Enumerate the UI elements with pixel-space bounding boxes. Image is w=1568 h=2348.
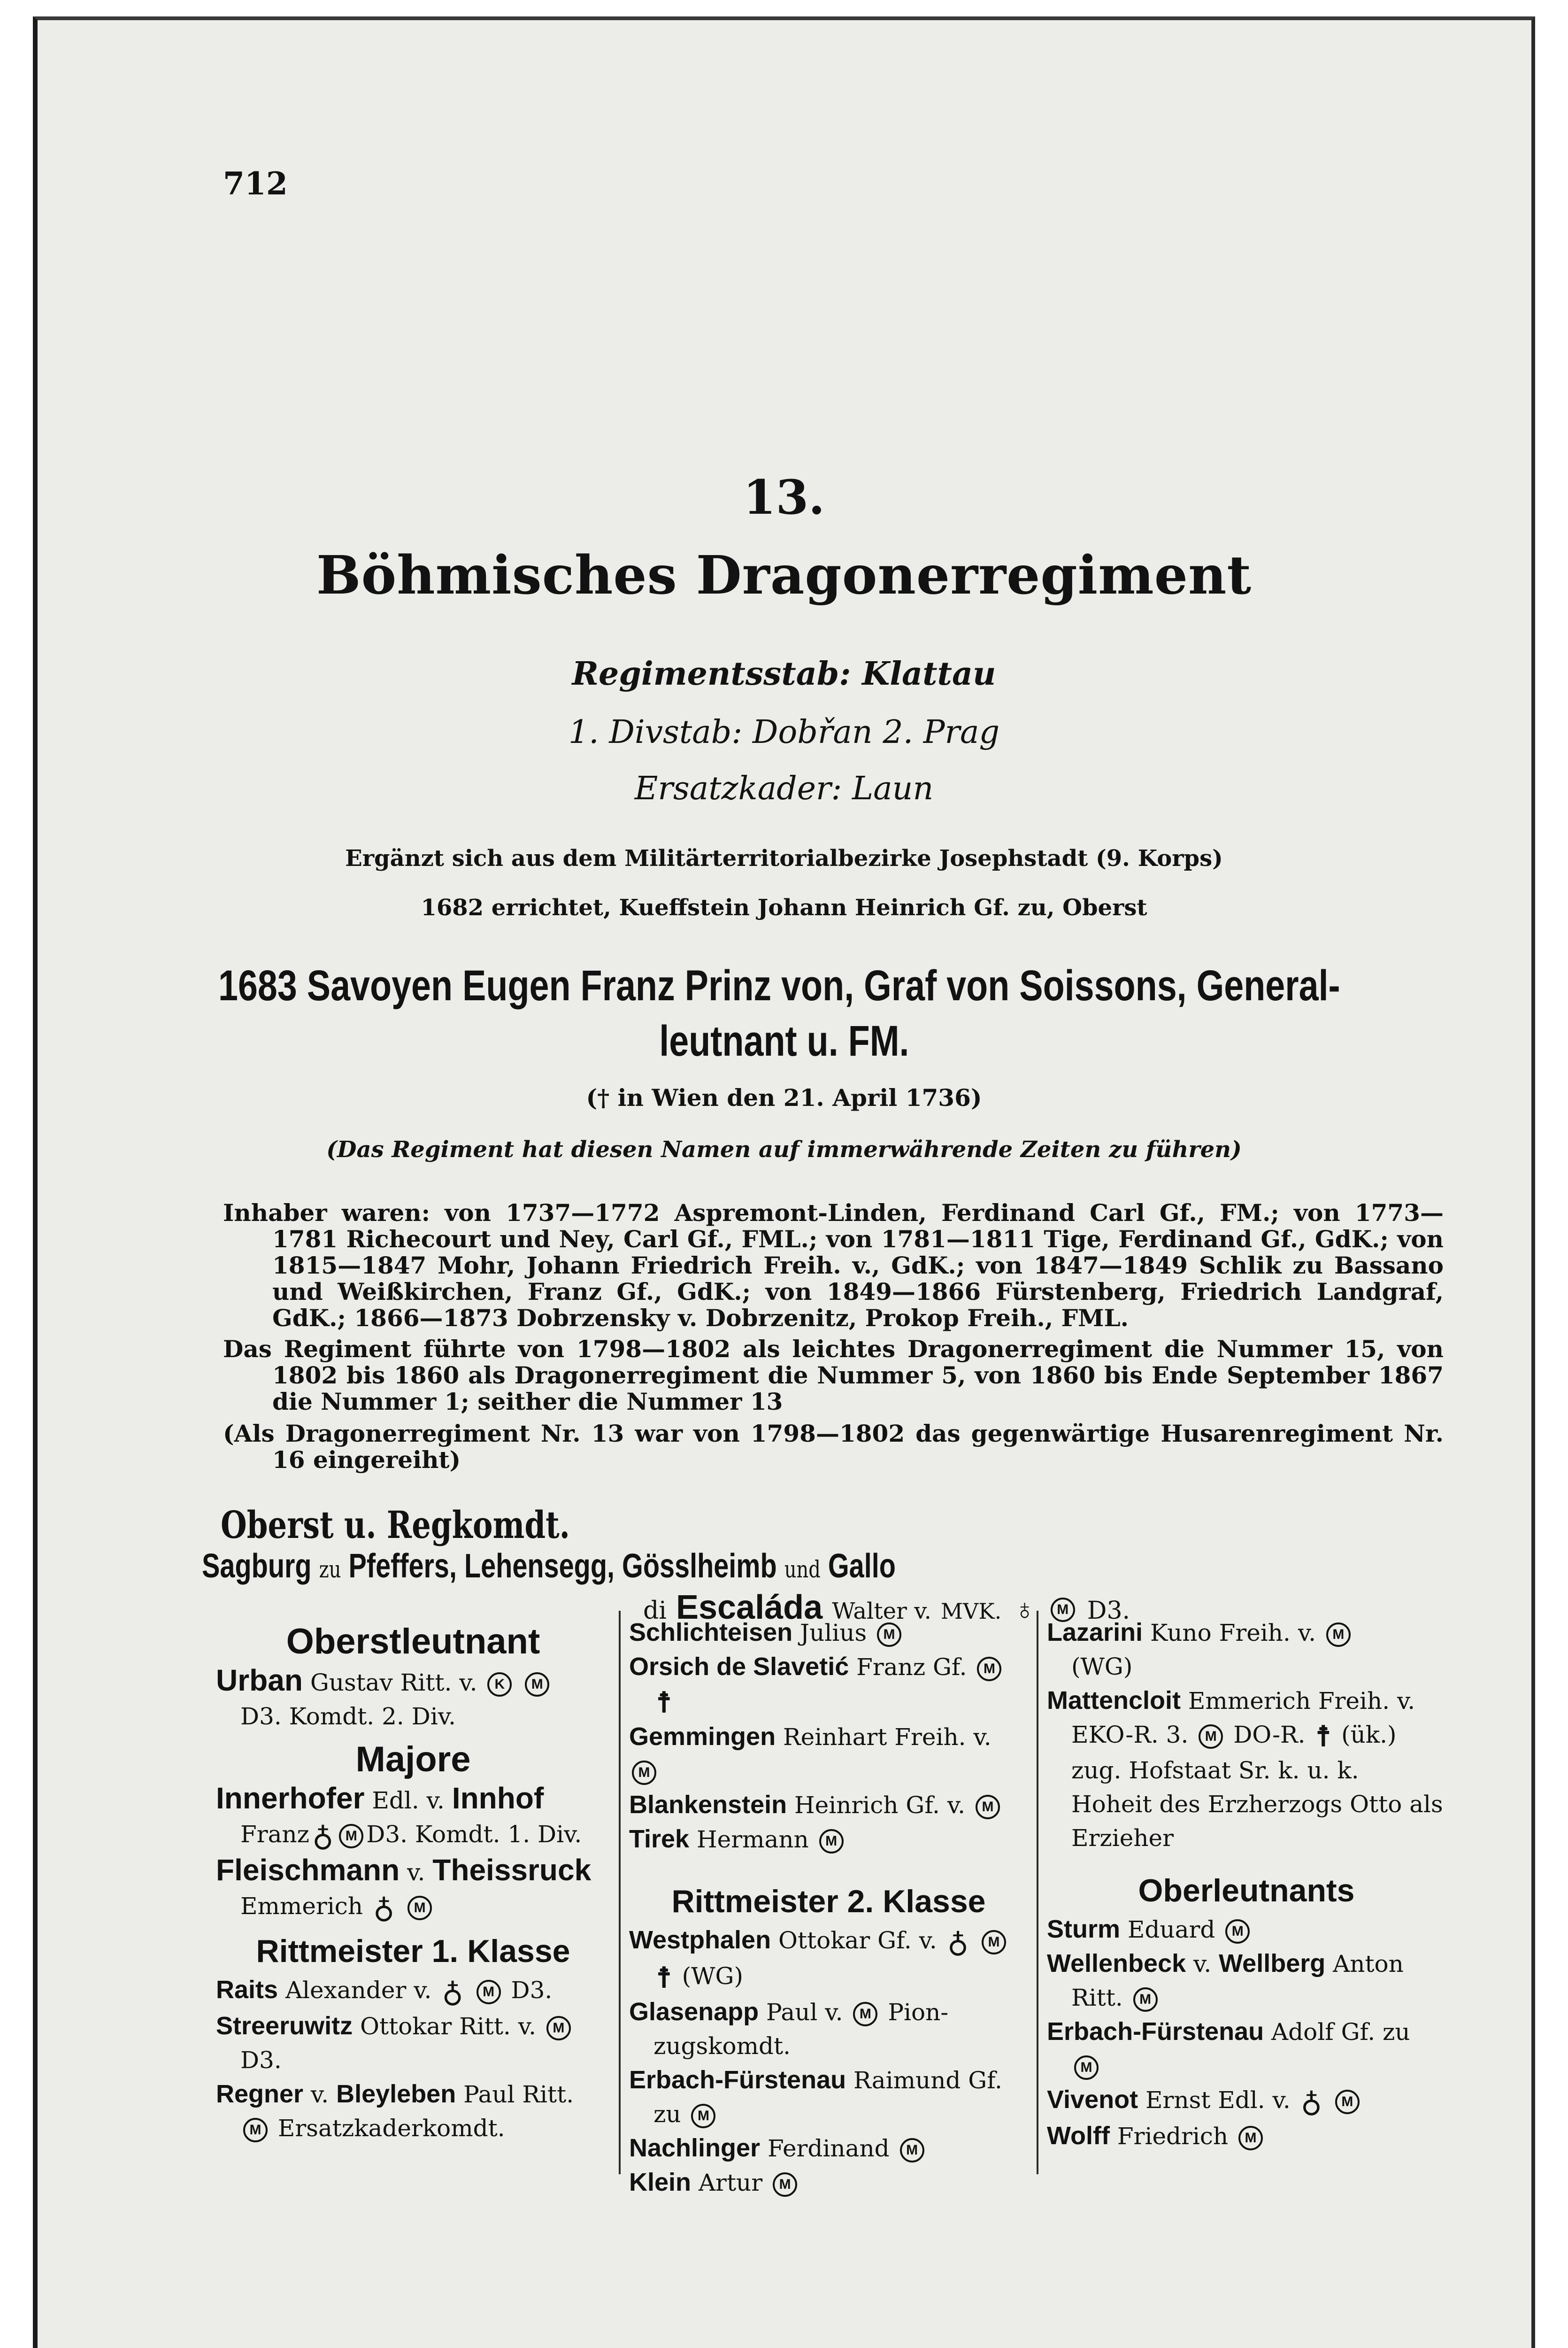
name: Lazarini [1047, 1618, 1143, 1646]
entry-wellenbeck [1047, 1946, 1446, 2015]
name-2: Theissruck [432, 1853, 592, 1887]
detail-line-2: D3. [240, 2047, 282, 2074]
m-badge-icon: M [525, 1672, 549, 1697]
name: Gemmingen [629, 1722, 776, 1751]
entry-innerhofer [216, 1781, 610, 1853]
entry-klein [629, 2165, 1028, 2200]
detail-line-2 [1047, 1718, 1446, 1753]
detail-uek: (ük.) [1341, 1721, 1397, 1748]
medal-icon: ♁ [1300, 2085, 1322, 2119]
commander-name-b: Pfeffers, Lehensegg, Gösslheimb [348, 1547, 777, 1585]
commander-line-1 [202, 1547, 896, 1585]
column-3 [1047, 1615, 1446, 2153]
detail-wg: (WG) [682, 1962, 743, 1990]
detail-line-3: zug. Hofstaat Sr. k. u. k. Hoheit des Erzherzogs Otto als Erzieher [1071, 1757, 1443, 1852]
name: Fleischmann [216, 1853, 400, 1887]
entry-schlichteisen [629, 1615, 1028, 1650]
inhaber-heading [218, 958, 1443, 1069]
name: Schlichteisen [629, 1618, 793, 1646]
commander-name-d: Escaláda [676, 1589, 823, 1626]
history-husaren [223, 1421, 1444, 1473]
m-badge-icon: M [1133, 1987, 1158, 2012]
history-inhaber [223, 1200, 1444, 1331]
medal-icon: ♁ [1014, 1593, 1036, 1626]
detail: Ottokar Gf. v. [778, 1927, 937, 1954]
detail-2: Paul Ritt. [463, 2081, 574, 2108]
detail-line-2 [216, 2111, 610, 2145]
m-badge-icon: M [773, 2172, 797, 2197]
detail-line-2 [216, 1817, 610, 1853]
m-badge-icon: M [407, 1896, 432, 1920]
name: Nachlinger [629, 2134, 761, 2162]
medal-icon: ♁ [442, 1975, 463, 2009]
entry-orsich [629, 1650, 1028, 1720]
entry-tirek [629, 1822, 1028, 1856]
name: Wellenbeck [1047, 1949, 1186, 1977]
name-2: Wellberg [1219, 1949, 1326, 1977]
name-2: Bleyleben [336, 2080, 456, 2108]
detail-line-2 [1047, 1981, 1446, 2015]
detail: Kuno Freih. v. [1150, 1619, 1316, 1646]
medal-icon: ♁ [947, 1925, 969, 1959]
name-note: (Das Regiment hat diesen Namen auf immerwährende Zeiten zu führen) [326, 1136, 1242, 1163]
detail-do: DO-R. [1233, 1721, 1306, 1748]
name: Erbach-Fürstenau [1047, 2017, 1264, 2046]
detail: v. [310, 2081, 329, 2108]
detail: v. [407, 1859, 425, 1886]
commander-und: und [784, 1556, 821, 1583]
m-badge-icon: M [1051, 1598, 1075, 1622]
name: Innerhofer [216, 1781, 365, 1815]
m-badge-icon: M [546, 2016, 571, 2040]
entry-wolff [1047, 2119, 1446, 2153]
detail-d3: D3. [511, 1977, 553, 2004]
commander-label: Oberst u. Regkomdt. [221, 1503, 570, 1547]
ergaenzung-line: Ergänzt sich aus dem Militärterritorialbezirke Josephstadt (9. Korps) [345, 845, 1223, 872]
inhaber-line-2: leutnant u. FM. [659, 1017, 909, 1065]
detail: Reinhart Freih. v. [783, 1723, 992, 1751]
detail-eko: EKO-R. 3. [1071, 1721, 1189, 1748]
m-badge-icon: M [1074, 2055, 1099, 2080]
m-badge-icon: M [976, 1795, 1000, 1819]
m-badge-icon: M [900, 2138, 924, 2163]
name: Tirek [629, 1825, 690, 1853]
detail-ritt: Ritt. [1071, 1984, 1123, 2011]
name: Urban [216, 1663, 303, 1697]
detail-first-name: Emmerich [240, 1892, 363, 1920]
name: Orsich de Slavetić [629, 1653, 849, 1681]
detail-line-2 [1047, 2049, 1446, 2083]
commander-zu: zu [319, 1556, 341, 1583]
medal-icon: ♁ [312, 1819, 334, 1853]
detail-rank: D3. Komdt. 1. Div. [366, 1821, 582, 1848]
detail: Julius [800, 1619, 867, 1646]
heading-majore: Majore [355, 1739, 471, 1779]
detail-zu: zu [653, 2101, 681, 2128]
heading-rittmeister-2: Rittmeister 2. Klasse [671, 1884, 986, 1919]
inhaber-line-1: 1683 Savoyen Eugen Franz Prinz von, Graf von Soissons, General- [218, 962, 1340, 1010]
entry-mattencloit [1047, 1684, 1446, 1855]
detail-role: Ersatzkaderkomdt. [277, 2115, 505, 2142]
detail: Paul v. [766, 1999, 843, 2026]
entry-sturm [1047, 1912, 1446, 1946]
detail: Ferdinand [767, 2135, 890, 2162]
detail-line-2 [629, 2097, 1028, 2131]
m-badge-icon: M [877, 1622, 901, 1647]
detail-line-2: D3. Komdt. 2. Div. [240, 1703, 456, 1730]
commander-name-a: Sagburg [202, 1547, 312, 1585]
m-badge-icon: M [977, 1657, 1001, 1681]
m-badge-icon: M [1225, 1919, 1250, 1944]
history-inhaber-text: Inhaber waren: von 1737—1772 Aspremont-Linden, Ferdinand Carl Gf., FM.; von 1773—1781 Richecourt und Ney, Carl Gf., FML.; von 1781—1811 Tige, Ferdinand Gf., GdK.; von 1815—1847 Mohr, Johann Friedrich Freih. v., GdK.; von 1847—1849 Schlik zu Bassano und Weißkirchen, Franz Gf., GdK.; von 1849—1866 Fürstenberg, Friedrich Landgraf, GdK.; 1866—1873 Dobrzensky v. Dobrzenitz, Prokop Freih., FML. [223, 1199, 1444, 1332]
regiment-title: Böhmisches Dragonerregiment [316, 545, 1252, 606]
name: Sturm [1047, 1915, 1121, 1943]
heading-rittmeister-1: Rittmeister 1. Klasse [256, 1933, 570, 1969]
m-badge-icon: M [1199, 1724, 1223, 1749]
m-badge-icon: M [982, 1930, 1006, 1954]
death-note: († in Wien den 21. April 1736) [586, 1084, 982, 1112]
detail: v. [1193, 1950, 1212, 1977]
detail-2: Pion- [888, 1999, 949, 2026]
history-husaren-text: (Als Dragonerregiment Nr. 13 war von 1798—1802 das gegenwärtige Husarenregiment Nr. 16 eingereiht) [223, 1420, 1444, 1474]
name-2: Innhof [452, 1781, 544, 1815]
detail: Heinrich Gf. v. [794, 1792, 966, 1819]
detail: Adolf Gf. zu [1271, 2018, 1410, 2046]
detail: Ernst Edl. v. [1145, 2086, 1291, 2114]
entry-regner [216, 2077, 610, 2145]
m-badge-icon: M [819, 1829, 844, 1854]
k-badge-icon: K [487, 1672, 512, 1697]
detail: Alexander v. [285, 1977, 432, 2004]
cross-icon: ☨ [656, 1962, 672, 1994]
detail-line-2: (WG) [1071, 1653, 1133, 1680]
commander-given: Walter v. [832, 1598, 931, 1624]
name: Vivenot [1047, 2085, 1138, 2114]
detail: Hermann [697, 1826, 809, 1853]
detail-first-name: Franz [240, 1821, 309, 1848]
name: Streeruwitz [216, 2012, 353, 2040]
commander-entry [202, 1503, 1469, 1627]
detail-line-2 [629, 1959, 1028, 1995]
column-1 [216, 1615, 610, 2145]
regiment-number: 13. [743, 470, 825, 525]
name: Westphalen [629, 1926, 771, 1954]
entry-gemmingen [629, 1720, 1028, 1788]
entry-blankenstein [629, 1788, 1028, 1822]
detail: Artur [698, 2169, 763, 2196]
entry-glasenapp [629, 1995, 1028, 2063]
entry-streeruwitz [216, 2009, 610, 2077]
detail: Ottokar Ritt. v. [360, 2013, 536, 2040]
detail-2: Anton [1333, 1950, 1404, 1977]
detail: Emmerich Freih. v. [1188, 1687, 1415, 1715]
name: Mattencloit [1047, 1686, 1181, 1715]
m-badge-icon: M [1335, 2090, 1360, 2114]
heading-oberstleutnant: Oberstleutnant [286, 1622, 540, 1661]
detail: Friedrich [1117, 2123, 1229, 2150]
m-badge-icon: M [1326, 1622, 1351, 1647]
regimentsstab-line: Regimentsstab: Klattau [572, 655, 996, 693]
cross-icon: ☨ [1315, 1720, 1331, 1753]
detail: Eduard [1127, 1916, 1215, 1943]
commander-name-c: Gallo [828, 1547, 896, 1585]
detail-line-2 [629, 1684, 1028, 1720]
column-2 [629, 1615, 1028, 2200]
commander-d3: D3. [1087, 1597, 1130, 1625]
name: Blankenstein [629, 1791, 787, 1819]
entry-fleischmann [216, 1853, 610, 1925]
commander-di: di [643, 1597, 667, 1625]
detail: Raimund Gf. [853, 2067, 1002, 2094]
page-number: 712 [223, 165, 288, 202]
m-badge-icon: M [853, 2002, 877, 2026]
entry-erbach-raimund [629, 2063, 1028, 2131]
name: Regner [216, 2080, 304, 2108]
entry-urban [216, 1663, 610, 1733]
m-badge-icon: M [339, 1824, 363, 1848]
entry-erbach-adolf [1047, 2015, 1446, 2083]
entry-raits [216, 1973, 610, 2009]
m-badge-icon: M [632, 1761, 656, 1785]
column-divider-2 [1037, 1611, 1038, 2174]
entry-westphalen [629, 1923, 1028, 1995]
errichtung-line: 1682 errichtet, Kueffstein Johann Heinrich Gf. zu, Oberst [421, 895, 1147, 921]
m-badge-icon: M [477, 1980, 501, 2004]
cross-icon: ☨ [656, 1686, 672, 1719]
entry-lazarini [1047, 1615, 1446, 1684]
name: Raits [216, 1976, 278, 2004]
history-numbering-text: Das Regiment führte von 1798—1802 als leichtes Dragonerregiment die Nummer 15, von 1802 bis 1860 als Dragonerregiment die Nummer 5, von 1860 bis Ende September 1867 die Nummer 1; seither die Nummer 13 [223, 1335, 1444, 1415]
name: Erbach-Fürstenau [629, 2066, 846, 2094]
column-divider-1 [619, 1611, 621, 2174]
detail-line-2: zugskomdt. [653, 2032, 791, 2060]
m-badge-icon: M [691, 2104, 715, 2128]
commander-mvk: MVK. [940, 1599, 1002, 1624]
detail: Gustav Ritt. v. [310, 1669, 477, 1696]
divstab-line: 1. Divstab: Dobřan 2. Prag [568, 714, 1000, 751]
heading-oberleutnants: Oberleutnants [1138, 1873, 1355, 1908]
name: Glasenapp [629, 1998, 759, 2026]
name: Wolff [1047, 2122, 1110, 2150]
name: Klein [629, 2168, 692, 2196]
entry-nachlinger [629, 2131, 1028, 2165]
entry-vivenot [1047, 2083, 1446, 2119]
detail: Edl. v. [372, 1787, 445, 1814]
detail-line-2 [216, 1889, 610, 1925]
medal-icon: ♁ [373, 1891, 395, 1925]
m-badge-icon: M [1238, 2126, 1263, 2150]
ersatzkader-line: Ersatzkader: Laun [634, 770, 934, 807]
detail: Franz Gf. [856, 1653, 967, 1681]
m-badge-icon: M [243, 2118, 268, 2142]
history-numbering [223, 1336, 1444, 1415]
